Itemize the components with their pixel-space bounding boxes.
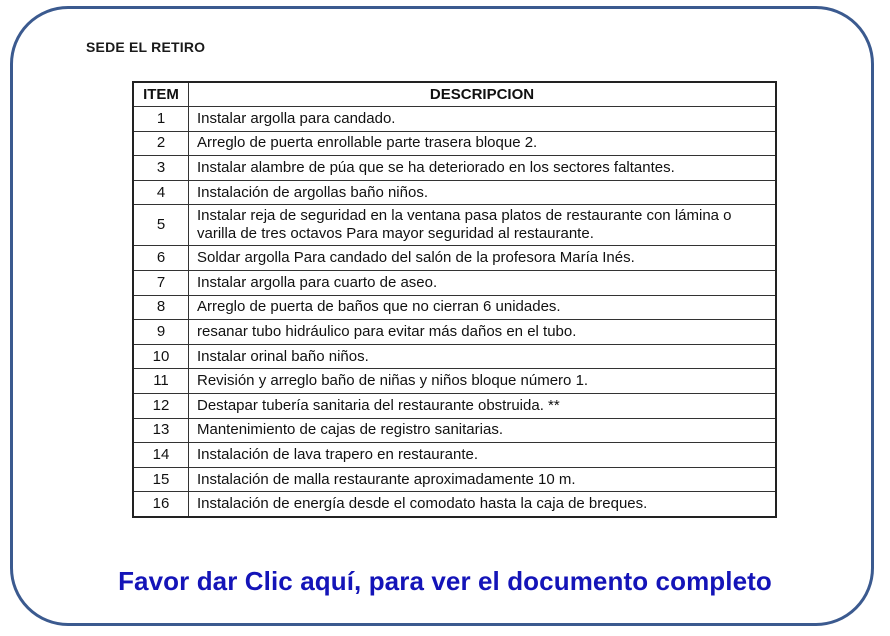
item-number: 6 <box>133 246 189 271</box>
item-description: Instalación de argollas baño niños. <box>189 180 777 205</box>
item-number: 3 <box>133 156 189 181</box>
table-row <box>133 131 776 156</box>
item-number: 2 <box>133 131 189 156</box>
table-row <box>133 344 776 369</box>
table-row <box>133 271 776 296</box>
item-description: Arreglo de puerta enrollable parte trasera bloque 2. <box>189 131 777 156</box>
table-row <box>133 394 776 419</box>
table-row <box>133 320 776 345</box>
item-number: 4 <box>133 180 189 205</box>
view-full-document-link[interactable]: Favor dar Clic aquí, para ver el documento completo <box>118 566 772 596</box>
item-description: Instalación de lava trapero en restaurante. <box>189 443 777 468</box>
item-number: 11 <box>133 369 189 394</box>
item-number: 14 <box>133 443 189 468</box>
table-row <box>133 369 776 394</box>
item-number: 12 <box>133 394 189 419</box>
items-table <box>132 81 777 518</box>
table-row <box>133 205 776 246</box>
item-number: 7 <box>133 271 189 296</box>
item-number: 9 <box>133 320 189 345</box>
item-description: Instalar argolla para cuarto de aseo. <box>189 271 777 296</box>
item-number: 15 <box>133 467 189 492</box>
table-row <box>133 180 776 205</box>
item-description: resanar tubo hidráulico para evitar más daños en el tubo. <box>189 320 777 345</box>
item-description: Revisión y arreglo baño de niñas y niños bloque número 1. <box>189 369 777 394</box>
description-column-header: DESCRIPCION <box>189 82 777 107</box>
item-number: 16 <box>133 492 189 517</box>
table-row <box>133 467 776 492</box>
item-description: Instalación de energía desde el comodato hasta la caja de breques. <box>189 492 777 517</box>
item-description: Instalar alambre de púa que se ha deteriorado en los sectores faltantes. <box>189 156 777 181</box>
table-row <box>133 418 776 443</box>
item-number: 10 <box>133 344 189 369</box>
item-description: Instalar orinal baño niños. <box>189 344 777 369</box>
item-description: Instalar reja de seguridad en la ventana pasa platos de restaurante con lámina o varilla de tres octavos Para mayor seguridad al restaurante. <box>189 205 777 246</box>
table-row <box>133 107 776 132</box>
item-number: 13 <box>133 418 189 443</box>
item-number: 1 <box>133 107 189 132</box>
item-description: Soldar argolla Para candado del salón de la profesora María Inés. <box>189 246 777 271</box>
item-column-header: ITEM <box>133 82 189 107</box>
table-header-row <box>133 82 776 107</box>
item-description: Destapar tubería sanitaria del restaurante obstruida. ** <box>189 394 777 419</box>
table-row <box>133 156 776 181</box>
item-description: Arreglo de puerta de baños que no cierran 6 unidades. <box>189 295 777 320</box>
table-row <box>133 295 776 320</box>
table-row <box>133 492 776 517</box>
item-description: Instalación de malla restaurante aproximadamente 10 m. <box>189 467 777 492</box>
section-title: SEDE EL RETIRO <box>86 39 206 55</box>
item-description: Mantenimiento de cajas de registro sanitarias. <box>189 418 777 443</box>
item-number: 8 <box>133 295 189 320</box>
table-row <box>133 443 776 468</box>
table-row <box>133 246 776 271</box>
item-number: 5 <box>133 205 189 246</box>
item-description: Instalar argolla para candado. <box>189 107 777 132</box>
